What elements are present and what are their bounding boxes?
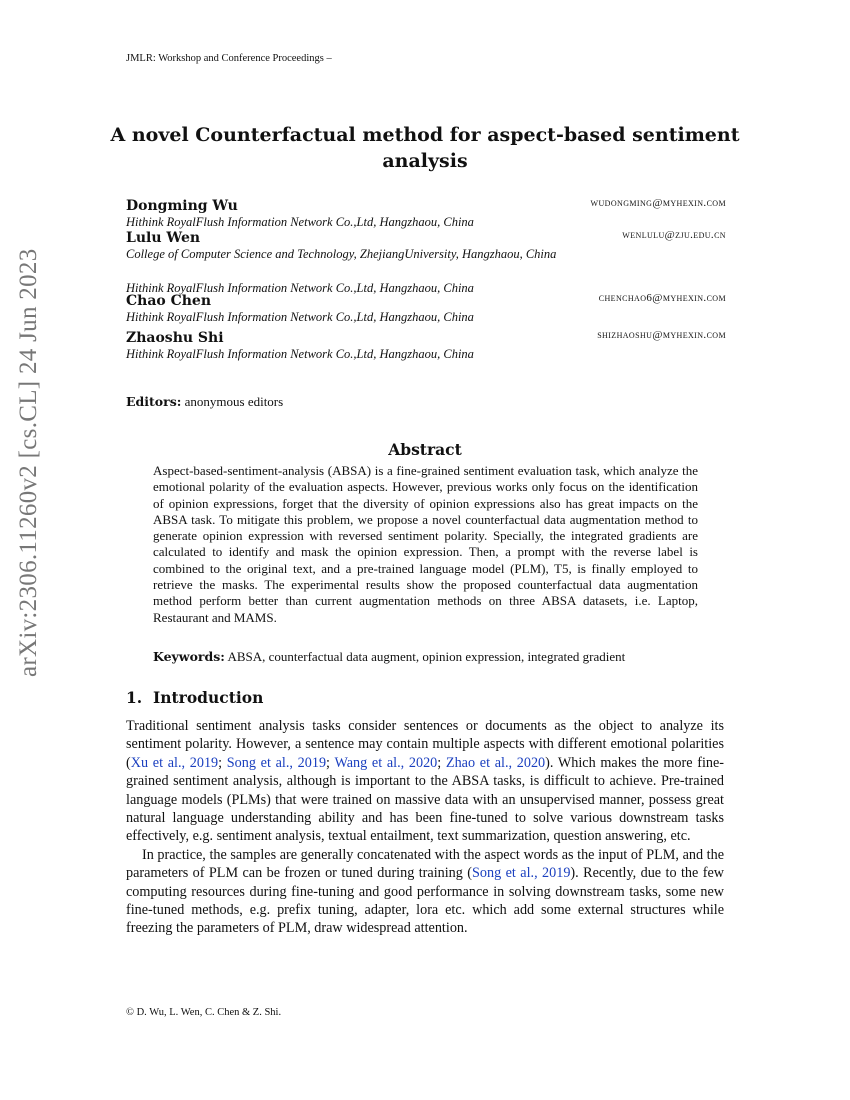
- author-name: Dongming Wu: [126, 198, 238, 214]
- author-block-3: [126, 290, 726, 326]
- text-run: ;: [326, 754, 335, 771]
- section-heading: [126, 688, 263, 707]
- section-title: Introduction: [152, 688, 264, 707]
- editors-value: anonymous editors: [184, 394, 284, 409]
- author-block-2: [126, 227, 726, 297]
- abstract-heading: Abstract: [388, 440, 462, 459]
- author-email[interactable]: wenlulu@zju.edu.cn: [622, 229, 726, 241]
- keywords-value: ABSA, counterfactual data augment, opinion expression, integrated gradient: [227, 649, 626, 664]
- author-block-4: [126, 327, 726, 363]
- text-run: ). Recently, due to the few computing resources during fine-tuning and good performance in solving downstream tasks, some new fine-tuned methods, e.g. prefix tuning, adapter, lora etc. which add some external structures while freezing the parameters of PLM, draw widespread attention.: [126, 865, 724, 937]
- paper-title: A novel Counterfactual method for aspect-based sentiment analysis: [110, 124, 740, 172]
- author-affiliation-spacer: [126, 263, 726, 280]
- abstract-body: [153, 463, 698, 626]
- author-affiliation: Hithink RoyalFlush Information Network Co.,Ltd, Hangzhaou, China: [126, 215, 474, 229]
- arxiv-stamp: arXiv:2306.11260v2 [cs.CL] 24 Jun 2023: [15, 248, 42, 677]
- citation-link[interactable]: Song et al., 2019: [472, 865, 571, 882]
- author-email[interactable]: wudongming@myhexin.com: [590, 197, 726, 209]
- author-affiliation: Hithink RoyalFlush Information Network Co.,Ltd, Hangzhaou, China: [126, 310, 474, 324]
- text-run: ). Which makes the more fine-grained sentiment analysis, although is important to the ABSA tasks, is difficult to achieve. Pre-trained language models (PLMs) that were trained on massive data with an unsupervised manner, possess great natural language understanding ability and has been fine-tuned to solve various downstream tasks effectively, e.g. sentiment analysis, textual entailment, text summarization, question answering, etc.: [126, 754, 725, 845]
- author-affiliation: College of Computer Science and Technology, ZhejiangUniversity, Hangzhaou, China: [126, 247, 557, 261]
- keywords-label: Keywords:: [153, 649, 225, 664]
- author-affiliation: Hithink RoyalFlush Information Network Co.,Ltd, Hangzhaou, China: [126, 347, 474, 361]
- editors-label: Editors:: [126, 394, 182, 409]
- abstract-text: Aspect-based-sentiment-analysis (ABSA) is a fine-grained sentiment evaluation task, which analyze the emotional polarity of the evaluation aspects. However, previous works only focus on the identification of opinion expressions, forget that the diversity of opinion expressions also has great impacts on the ABSA task. To mitigate this problem, we propose a novel counterfactual data augmentation method to generate opinion expression with reversed sentiment polarity. Specially, the integrated gradients are calculated to identify and mask the opinion expression. Then, a prompt with the reverse label is combined to the original text, and a pre-trained language model (PLM), T5, is finally employed to retrieve the masks. The experimental results show the proposed counterfactual data augmentation method perform better than current augmentation methods on three ABSA datasets, i.e. Laptop, Restaurant and MAMS.: [153, 463, 698, 625]
- intro-body: [126, 717, 724, 938]
- citation-link[interactable]: Zhao et al., 2020: [445, 754, 546, 771]
- running-head: JMLR: Workshop and Conference Proceedings –: [126, 53, 332, 64]
- section-number: 1.: [126, 688, 143, 707]
- editors-line: [126, 394, 283, 410]
- intro-paragraph-2: [126, 846, 724, 938]
- author-email[interactable]: shizhaoshu@myhexin.com: [597, 329, 726, 341]
- citation-link[interactable]: Xu et al., 2019: [130, 754, 219, 771]
- author-name: Zhaoshu Shi: [126, 330, 224, 346]
- text-run: Traditional sentiment analysis tasks consider sentences or documents as the object to analyze its sentiment polarity. However, a sentence may contain multiple aspects with different emotional polarities (: [126, 718, 724, 771]
- copyright-footer: © D. Wu, L. Wen, C. Chen & Z. Shi.: [126, 1007, 282, 1018]
- author-name: Lulu Wen: [126, 230, 201, 246]
- text-run: In practice, the samples are generally concatenated with the aspect words as the input of PLM, and the parameters of PLM can be frozen or tuned during training (: [126, 846, 724, 882]
- text-run: ;: [218, 754, 227, 771]
- citation-link[interactable]: Song et al., 2019: [226, 754, 327, 771]
- author-affiliation: Hithink RoyalFlush Information Network Co.,Ltd, Hangzhaou, China: [126, 281, 474, 295]
- intro-paragraph-1: [126, 717, 724, 846]
- author-name: Chao Chen: [126, 293, 212, 309]
- author-block-1: [126, 195, 726, 231]
- text-run: ;: [437, 754, 446, 771]
- keywords-line: [153, 649, 698, 665]
- author-email[interactable]: chenchao6@myhexin.com: [598, 292, 726, 304]
- citation-link[interactable]: Wang et al., 2020: [334, 754, 438, 771]
